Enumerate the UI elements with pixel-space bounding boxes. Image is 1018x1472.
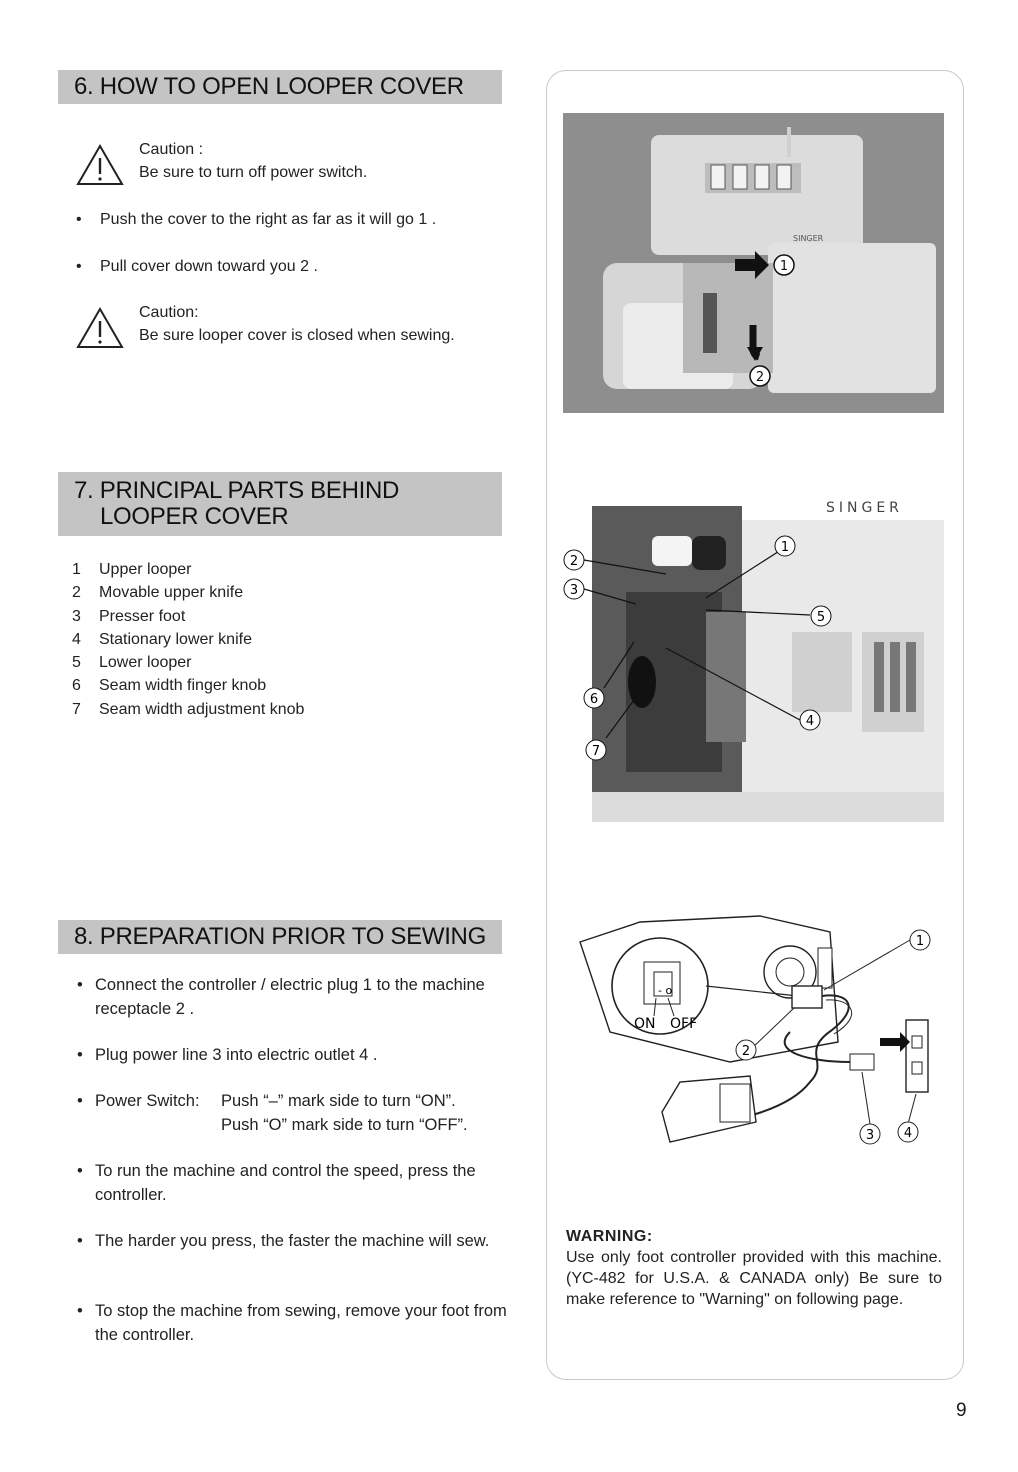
part-number: 1 — [72, 561, 81, 578]
svg-text:2: 2 — [755, 370, 765, 385]
part-item — [72, 581, 304, 604]
callout-3 — [860, 1124, 880, 1144]
caution-looper-closed — [76, 301, 516, 355]
caution-title: Caution : — [139, 141, 204, 158]
part-item — [72, 651, 304, 674]
part-label: Seam width adjustment knob — [99, 700, 305, 718]
part-item — [72, 628, 304, 651]
section-6-heading: 6. HOW TO OPEN LOOPER COVER — [58, 70, 502, 104]
on-label: ON — [634, 1016, 656, 1032]
part-label: Upper looper — [99, 561, 192, 578]
bullet-text: Connect the controller / electric plug 1 to the machine receptacle 2 . — [95, 976, 485, 1018]
part-label: Stationary lower knife — [99, 630, 252, 648]
part-number: 7 — [72, 700, 81, 718]
caution-text: Be sure looper cover is closed when sewing. — [139, 327, 455, 344]
bullet-press-harder: • The harder you press, the faster the machine will sew. — [77, 1230, 509, 1278]
section-7-heading — [58, 472, 502, 536]
warning-title: WARNING: — [566, 1228, 653, 1245]
callout-3 — [564, 579, 584, 599]
part-number: 3 — [72, 607, 81, 625]
callout-2 — [736, 1040, 756, 1060]
caution-power-switch — [76, 138, 516, 192]
part-item — [72, 605, 304, 628]
part-label: Presser foot — [99, 607, 186, 625]
warning-triangle-icon — [76, 144, 124, 186]
callout-1 — [775, 536, 795, 556]
power-switch-on: Push “–” mark side to turn “ON”. — [221, 1092, 456, 1110]
brand-label: SINGER — [826, 500, 903, 516]
looper-cover-photo — [563, 113, 944, 413]
callout-5 — [811, 606, 831, 626]
heading-line: LOOPER COVER — [100, 503, 289, 530]
power-switch-label: Power Switch: — [95, 1092, 200, 1110]
warning-text: Use only foot controller provided with this machine. (YC-482 for U.S.A. & CANADA only) Be sure to make reference to "Warning" on following page. — [566, 1249, 942, 1308]
brand-label: SINGER — [793, 234, 824, 243]
bullet-text: The harder you press, the faster the machine will sew. — [95, 1232, 490, 1250]
power-connection-illustration — [570, 912, 940, 1162]
svg-text:6: 6 — [589, 692, 599, 707]
svg-text:3: 3 — [865, 1128, 875, 1143]
bullet-plug-power-line: • Plug power line 3 into electric outlet 4 . — [77, 1044, 509, 1068]
bullet-text: Pull cover down toward you 2 . — [100, 258, 318, 275]
power-switch-off: Push “O” mark side to turn “OFF”. — [221, 1115, 468, 1134]
callout-2 — [564, 550, 584, 570]
svg-text:7: 7 — [591, 744, 601, 759]
part-label: Movable upper knife — [99, 584, 244, 602]
heading-line: 7. PRINCIPAL PARTS BEHIND — [74, 477, 400, 504]
svg-text:4: 4 — [903, 1126, 913, 1141]
page-number: 9 — [956, 1400, 967, 1421]
caution-text: Be sure to turn off power switch. — [139, 164, 368, 181]
warning-triangle-icon — [76, 307, 124, 349]
svg-text:2: 2 — [741, 1044, 751, 1059]
bullet-text: To stop the machine from sewing, remove your foot from the controller. — [95, 1302, 507, 1344]
bullet-text: To run the machine and control the speed, press the controller. — [95, 1162, 476, 1204]
svg-text:3: 3 — [569, 583, 579, 598]
svg-text:2: 2 — [569, 554, 579, 569]
callout-6 — [584, 688, 604, 708]
svg-text:4: 4 — [805, 714, 815, 729]
bullet-power-switch: • Power Switch: Push “–” mark side to turn “ON”. Push “O” mark side to turn “OFF”. — [77, 1090, 509, 1138]
part-label: Lower looper — [99, 654, 192, 672]
bullet-stop-machine: • To stop the machine from sewing, remove your foot from the controller. — [77, 1300, 509, 1348]
part-item — [72, 558, 304, 581]
part-label: Seam width finger knob — [99, 677, 267, 695]
callout-4 — [800, 710, 820, 730]
off-label: OFF — [670, 1016, 698, 1032]
svg-text:1: 1 — [780, 540, 790, 555]
part-number: 5 — [72, 654, 81, 672]
svg-text:- o: - o — [658, 984, 673, 997]
callout-7 — [586, 740, 606, 760]
part-item — [72, 674, 304, 697]
part-item — [72, 698, 304, 721]
bullet-text: Plug power line 3 into electric outlet 4 . — [95, 1046, 378, 1064]
svg-text:5: 5 — [816, 610, 826, 625]
section-8-heading: 8. PREPARATION PRIOR TO SEWING — [58, 920, 502, 954]
part-number: 6 — [72, 677, 81, 695]
warning-box — [566, 1226, 942, 1310]
part-number: 2 — [72, 584, 81, 602]
part-number: 4 — [72, 630, 81, 648]
principal-parts-photo — [556, 492, 948, 832]
caution-title: Caution: — [139, 304, 199, 321]
svg-text:1: 1 — [915, 934, 925, 949]
bullet-connect-plug: • Connect the controller / electric plug 1 to the machine receptacle 2 . — [77, 974, 509, 1022]
svg-text:1: 1 — [779, 259, 789, 274]
callout-4 — [898, 1122, 918, 1142]
bullet-run-machine: • To run the machine and control the speed, press the controller. — [77, 1160, 509, 1208]
bullet-text: Push the cover to the right as far as it will go 1 . — [100, 211, 437, 228]
parts-list — [72, 558, 304, 721]
callout-1 — [910, 930, 930, 950]
